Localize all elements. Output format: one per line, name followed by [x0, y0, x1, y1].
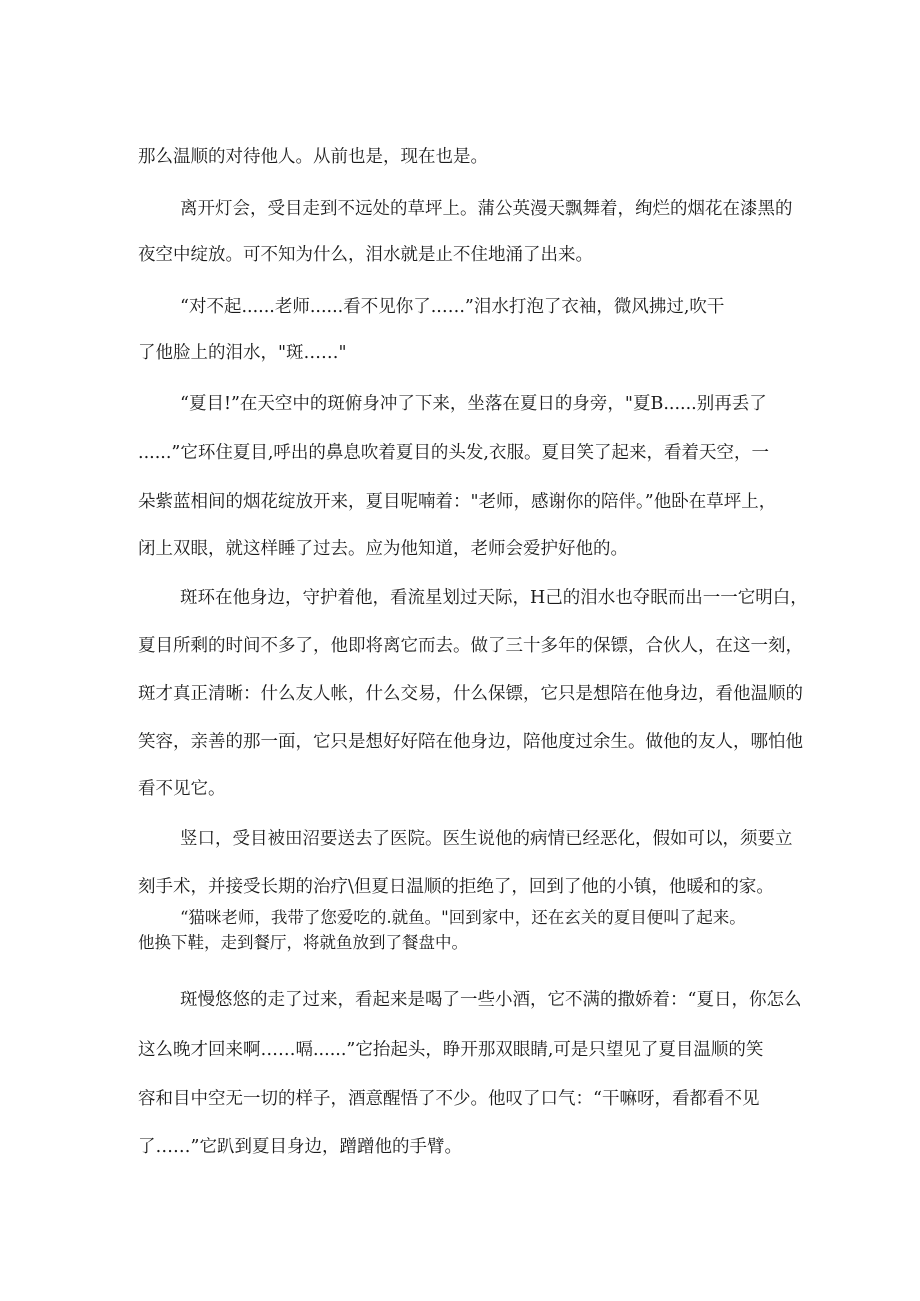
text-line: “对不起......老师......看不见你了..….”泪水打泡了衣袖，微风拂过,吹干 — [180, 297, 725, 317]
text-line: 夏目所剩的时间不多了，他即将离它而去。做了三十多年的保镖，合伙人，在这一刻， — [138, 636, 803, 656]
text-line: 闭上双眼，就这样睡了过去。应为他知道，老师会爱护好他的。 — [138, 539, 628, 559]
text-line: 看不见它。 — [138, 779, 226, 799]
text-line: 他换下鞋，走到餐厅，将就鱼放到了餐盘中。 — [138, 933, 468, 952]
text-line: “猫咪老师，我带了您爱吃的.就鱼。"回到家中，还在玄关的夏目便叫了起来。 — [180, 908, 746, 927]
text-line: 这么晚才回来啊……嗝......”它抬起头，睁开那双眼睛,可是只望见了夏目温顺的笑 — [138, 1040, 764, 1060]
text-line: 离开灯会，受目走到不远处的草坪上。蒲公英漫天飘舞着，绚烂的烟花在漆黑的 — [180, 199, 793, 219]
text-line: 竖口，受目被田沼要送去了医院。医生说他的病情已经恶化，假如可以，须要立 — [180, 829, 793, 849]
text-line: 刻手术，并接受长期的治疗\但夏日温顺的拒绝了，回到了他的小镇，他暖和的家。 — [138, 877, 774, 897]
text-line: 斑环在他身边，守护着他，看流星划过天际，H己的泪水也夺眠而出一一它明白， — [180, 588, 808, 608]
text-line: 那么温顺的对待他人。从前也是，现在也是。 — [138, 147, 488, 167]
text-line: ......”它环住夏目,呼出的鼻息吹着夏目的头发,衣服。夏目笑了起来，看着天空，一 — [138, 443, 769, 463]
text-line: 斑才真正清晰：什么友人帐，什么交易，什么保镖，它只是想陪在他身边，看他温顺的 — [138, 684, 803, 704]
text-line: 了他脸上的泪水，"斑……" — [138, 343, 347, 363]
text-line: 朵紫蓝相间的烟花绽放开来，夏目呢喃着："老师，感谢你的陪伴。”他卧在草坪上， — [138, 492, 777, 512]
text-line: 斑慢悠悠的走了过来，看起来是喝了一些小酒，它不满的撒娇着：“夏日，你怎么 — [180, 990, 802, 1010]
text-line: 容和目中空无一切的样子，酒意醒悟了不少。他叹了口气：“干嘛呀，看都看不见 — [138, 1089, 760, 1109]
text-line: “夏目!”在天空中的斑俯身冲了下来，坐落在夏日的身旁，"夏B......别再丢了 — [180, 394, 767, 414]
text-line: 了……”它趴到夏目身边，蹭蹭他的手臂。 — [138, 1137, 462, 1157]
text-line: 笑容，亲善的那一面，它只是想好好陪在他身边，陪他度过余生。做他的友人，哪怕他 — [138, 732, 803, 752]
text-line: 夜空中绽放。可不知为什么，泪水就是止不住地涌了出来。 — [138, 245, 593, 265]
